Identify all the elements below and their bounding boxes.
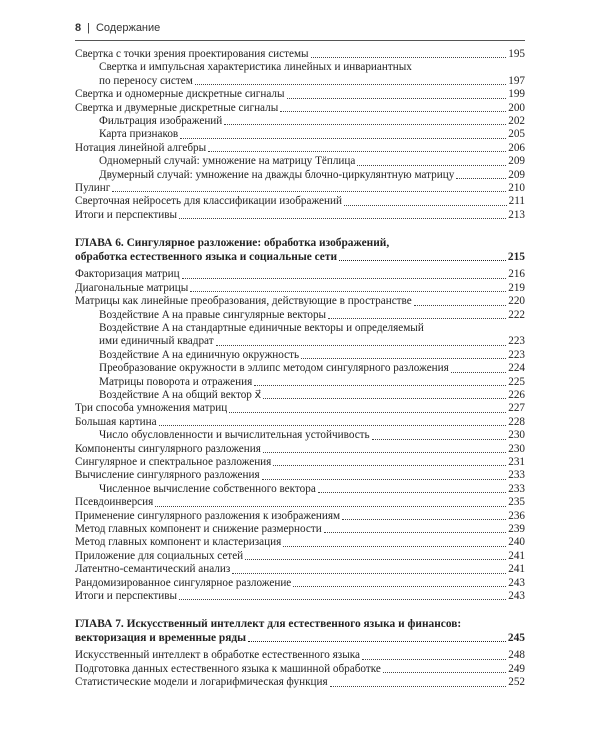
leader-dots	[293, 586, 506, 587]
toc-entry-page: 241	[508, 549, 525, 562]
toc-entry-page: 252	[508, 676, 525, 689]
toc-entry-page: 199	[508, 88, 525, 101]
toc-entry-page: 195	[508, 48, 525, 60]
toc-entry[interactable]	[75, 102, 525, 115]
toc-entry[interactable]	[75, 389, 525, 402]
toc-entry-page: 226	[508, 388, 525, 401]
toc-entry-title: Сверточная нейросеть для классификации изображений	[75, 195, 342, 208]
leader-dots	[195, 84, 506, 85]
toc-entry-page: 233	[508, 482, 525, 495]
toc-entry-page: 230	[508, 442, 525, 455]
toc-entry[interactable]	[75, 469, 525, 482]
toc-entry-title: Матрицы как линейные преобразования, действующие в пространстве	[75, 295, 412, 308]
toc-entry-title: Воздействие A на правые сингулярные векторы	[99, 308, 327, 321]
toc-entry-page: 241	[508, 563, 525, 576]
toc-entry-page: 231	[508, 455, 525, 468]
toc-entry-page: 228	[508, 415, 525, 428]
toc-entry[interactable]	[75, 590, 525, 603]
chapter-6-heading[interactable]	[75, 236, 525, 264]
toc-entry[interactable]	[75, 282, 525, 295]
toc-entry-page: 243	[508, 576, 525, 589]
toc-entry-page: 243	[508, 590, 525, 603]
chapter-6-title-line2: обработка естественного языка и социальные сети	[75, 251, 338, 264]
toc-entry-page: 249	[508, 662, 525, 675]
toc-entry-page: 235	[508, 496, 525, 509]
toc-entry-title: Число обусловленности и вычислительная устойчивость	[99, 429, 370, 442]
leader-dots	[179, 599, 506, 600]
leader-dots	[112, 191, 506, 192]
toc-entry-title: Пулинг	[75, 182, 111, 195]
leader-dots	[362, 659, 506, 660]
leader-dots	[330, 686, 507, 687]
toc-entry[interactable]	[75, 443, 525, 456]
toc-entry-title: Свертка и двумерные дискретные сигналы	[75, 101, 279, 114]
toc-entry-title: Свертка и одномерные дискретные сигналы	[75, 88, 285, 101]
running-title: Содержание	[95, 22, 161, 34]
toc-entry-title: Большая картина	[75, 415, 157, 428]
toc-entry-title: Воздействие A на единичную окружность	[99, 348, 300, 361]
toc-entry[interactable]	[75, 155, 525, 168]
leader-dots	[328, 318, 506, 319]
toc-entry-title: Свертка с точки зрения проектирования системы	[75, 48, 309, 60]
leader-dots	[159, 425, 507, 426]
toc-entry-page: 206	[508, 141, 525, 154]
toc-entry[interactable]	[75, 496, 525, 509]
toc-section-top	[75, 48, 525, 222]
toc-entry-title: Двумерный случай: умножение на дважды блочно-циркулянтную матрицу	[99, 168, 455, 181]
leader-dots	[342, 519, 506, 520]
toc-entry-page: 213	[508, 208, 525, 221]
toc-entry[interactable]	[75, 48, 525, 61]
toc-entry-title: Искусственный интеллект в обработке естественного языка	[75, 649, 360, 662]
toc-entry[interactable]	[75, 209, 525, 222]
toc-entry-page: 220	[508, 295, 525, 308]
table-of-contents	[75, 48, 525, 690]
toc-entry-title: Применение сингулярного разложения к изображениям	[75, 509, 341, 522]
toc-entry[interactable]	[75, 182, 525, 195]
chapter-7-heading[interactable]	[75, 617, 525, 645]
toc-entry-page: 197	[508, 74, 525, 87]
leader-dots	[311, 57, 507, 58]
toc-entry-page: 209	[508, 168, 525, 181]
toc-entry[interactable]	[75, 75, 525, 88]
toc-entry-title: Псевдоинверсия	[75, 496, 154, 509]
leader-dots	[229, 412, 506, 413]
toc-entry-title: Фильтрация изображений	[99, 115, 223, 128]
toc-entry-page: 205	[508, 128, 525, 141]
toc-entry-title: Одномерный случай: умножение на матрицу Тёплица	[99, 155, 356, 168]
toc-entry[interactable]	[75, 456, 525, 469]
toc-entry[interactable]	[75, 309, 525, 322]
toc-entry-title: Воздействие A на общий вектор x⃗	[99, 388, 262, 401]
toc-entry-title: Диагональные матрицы	[75, 281, 189, 294]
toc-entry[interactable]	[75, 663, 525, 676]
leader-dots	[208, 151, 506, 152]
toc-entry-line1[interactable]: Воздействие A на стандартные единичные векторы и определяемый	[99, 321, 424, 334]
toc-section-chapter-6	[75, 268, 525, 603]
leader-dots	[180, 138, 506, 139]
toc-entry-title: Факторизация матриц	[75, 268, 180, 281]
leader-dots	[254, 385, 506, 386]
leader-dots	[248, 641, 506, 642]
toc-entry-title: Нотация линейной алгебры	[75, 141, 207, 154]
chapter-7-page: 245	[507, 632, 525, 645]
toc-entry-title: Статистические модели и логарифмическая функция	[75, 676, 328, 689]
leader-dots	[245, 559, 506, 560]
toc-entry-page: 225	[508, 375, 525, 388]
toc-entry[interactable]	[75, 483, 525, 496]
toc-entry[interactable]	[75, 349, 525, 362]
toc-entry-page: 233	[508, 469, 525, 482]
toc-entry-page: 210	[508, 182, 525, 195]
leader-dots	[301, 358, 506, 359]
toc-entry[interactable]	[75, 649, 525, 662]
toc-entry-page: 200	[508, 101, 525, 114]
leader-dots	[179, 218, 506, 219]
toc-entry-page: 248	[508, 649, 525, 662]
toc-entry-page: 223	[508, 348, 525, 361]
toc-entry[interactable]	[75, 142, 525, 155]
page-number: 8	[75, 22, 82, 34]
leader-dots	[216, 345, 507, 346]
toc-entry[interactable]	[75, 577, 525, 590]
toc-entry-title: Матрицы поворота и отражения	[99, 375, 253, 388]
chapter-7-title-line1: ГЛАВА 7. Искусственный интеллект для естественного языка и финансов:	[75, 618, 462, 631]
leader-dots	[287, 98, 507, 99]
toc-entry[interactable]	[75, 429, 525, 442]
toc-entry-title: ими единичный квадрат	[99, 335, 214, 348]
chapter-6-title-line1: ГЛАВА 6. Сингулярное разложение: обработка изображений,	[75, 237, 390, 250]
toc-section-chapter-7	[75, 649, 525, 689]
toc-entry[interactable]	[75, 376, 525, 389]
toc-entry-page: 222	[508, 308, 525, 321]
header-separator: |	[87, 22, 90, 34]
toc-entry[interactable]	[75, 335, 525, 348]
toc-entry[interactable]	[75, 295, 525, 308]
toc-entry[interactable]	[75, 128, 525, 141]
leader-dots	[324, 532, 507, 533]
toc-entry-title: Карта признаков	[99, 128, 179, 141]
leader-dots	[280, 111, 506, 112]
toc-entry-title: Вычисление сингулярного разложения	[75, 469, 260, 482]
leader-dots	[456, 178, 506, 179]
leader-dots	[263, 398, 506, 399]
toc-entry-title: Приложение для социальных сетей	[75, 549, 244, 562]
toc-entry-title: Метод главных компонент и снижение размерности	[75, 523, 322, 535]
chapter-7-title-entry	[75, 631, 525, 645]
toc-entry[interactable]	[75, 402, 525, 415]
toc-entry-title: Сингулярное и спектральное разложения	[75, 455, 272, 468]
toc-entry[interactable]	[75, 676, 525, 689]
toc-entry[interactable]	[75, 563, 525, 576]
toc-entry[interactable]	[75, 88, 525, 101]
toc-entry-title: Итоги и перспективы	[75, 590, 177, 603]
chapter-7-title-line2: векторизация и временные ряды	[75, 632, 247, 645]
leader-dots	[262, 479, 507, 480]
toc-entry-title: Метод главных компонент и кластеризация	[75, 536, 282, 549]
toc-entry-title: Преобразование окружности в эллипс методом сингулярного разложения	[99, 362, 449, 375]
chapter-6-page: 215	[507, 251, 525, 264]
toc-entry[interactable]	[75, 268, 525, 281]
toc-entry-page: 224	[508, 362, 525, 375]
toc-entry-page: 223	[508, 335, 525, 348]
toc-entry-page: 216	[508, 268, 525, 281]
toc-entry-title: Компоненты сингулярного разложения	[75, 442, 261, 455]
toc-entry-title: Рандомизированное сингулярное разложение	[75, 576, 292, 589]
leader-dots	[357, 165, 506, 166]
toc-entry-title: Три способа умножения матриц	[75, 402, 228, 415]
leader-dots	[224, 124, 506, 125]
leader-dots	[414, 305, 506, 306]
toc-entry[interactable]	[75, 115, 525, 128]
page-header	[75, 22, 525, 41]
leader-dots	[182, 278, 507, 279]
toc-entry-page: 236	[508, 509, 525, 522]
toc-entry-title: Итоги и перспективы	[75, 208, 177, 221]
toc-entry[interactable]	[75, 550, 525, 563]
leader-dots	[232, 573, 506, 574]
toc-entry[interactable]	[75, 510, 525, 523]
toc-entry[interactable]	[75, 195, 525, 208]
toc-entry[interactable]	[75, 523, 525, 536]
toc-entry[interactable]	[75, 416, 525, 429]
leader-dots	[263, 452, 506, 453]
toc-entry-page: 230	[508, 429, 525, 442]
toc-entry-page: 209	[508, 155, 525, 168]
leader-dots	[344, 205, 507, 206]
toc-entry-page: 240	[508, 536, 525, 549]
leader-dots	[339, 260, 506, 261]
leader-dots	[451, 372, 506, 373]
toc-entry-title: по переносу систем	[99, 74, 193, 87]
leader-dots	[318, 492, 506, 493]
toc-entry-page: 211	[508, 195, 525, 208]
chapter-6-title-entry	[75, 250, 525, 264]
toc-entry-page: 202	[508, 115, 525, 128]
toc-entry-page: 227	[508, 402, 525, 415]
leader-dots	[383, 672, 506, 673]
toc-entry[interactable]	[75, 169, 525, 182]
toc-entry[interactable]	[75, 536, 525, 549]
toc-entry-page: 239	[508, 523, 525, 535]
leader-dots	[190, 291, 506, 292]
toc-entry-line1[interactable]: Свертка и импульсная характеристика линейных и инвариантных	[99, 61, 412, 74]
toc-entry-title: Латентно-семантический анализ	[75, 563, 231, 576]
leader-dots	[372, 439, 507, 440]
toc-entry[interactable]	[75, 362, 525, 375]
toc-entry-title: Подготовка данных естественного языка к машинной обработке	[75, 662, 381, 675]
leader-dots	[283, 546, 506, 547]
toc-entry-page: 219	[508, 281, 525, 294]
toc-entry-title: Численное вычисление собственного вектора	[99, 482, 316, 495]
leader-dots	[155, 506, 506, 507]
leader-dots	[273, 465, 506, 466]
